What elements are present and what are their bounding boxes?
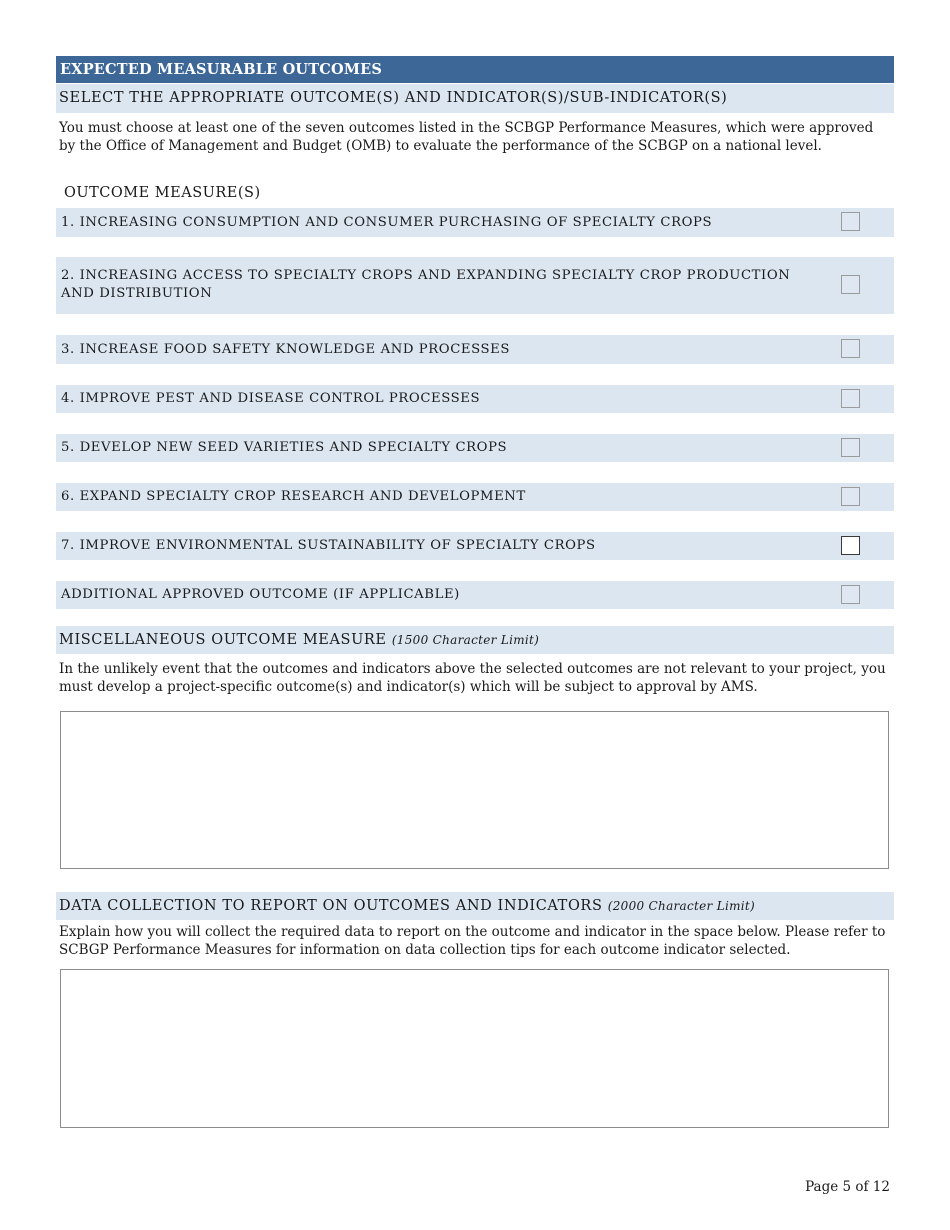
misc-outcome-heading bbox=[56, 626, 894, 654]
outcome-checkbox-1[interactable] bbox=[841, 212, 860, 231]
misc-outcome-description: In the unlikely event that the outcomes and indicators above the selected outcomes are not relevant to your project, you must develop a project-specific outcome(s) and indicator(s) which will be subject to approval by AMS. bbox=[59, 661, 886, 695]
outcome-label-1: 1. INCREASING CONSUMPTION AND CONSUMER PURCHASING OF SPECIALTY CROPS bbox=[61, 215, 713, 230]
data-collection-limit: (2000 Character Limit) bbox=[607, 899, 756, 913]
outcome-label-6: 6. EXPAND SPECIALTY CROP RESEARCH AND DEVELOPMENT bbox=[61, 489, 526, 504]
misc-outcome-limit: (1500 Character Limit) bbox=[391, 633, 540, 647]
outcome-row-5 bbox=[56, 434, 894, 462]
page-number: Page 5 of 12 bbox=[805, 1179, 890, 1195]
outcome-label-3: 3. INCREASE FOOD SAFETY KNOWLEDGE AND PROCESSES bbox=[61, 342, 511, 357]
misc-outcome-textarea[interactable] bbox=[60, 711, 889, 869]
outcome-checkbox-7[interactable] bbox=[841, 536, 860, 555]
data-collection-heading bbox=[56, 892, 894, 920]
outcome-checkbox-4[interactable] bbox=[841, 389, 860, 408]
section-subtitle: SELECT THE APPROPRIATE OUTCOME(S) AND INDICATOR(S)/SUB-INDICATOR(S) bbox=[56, 84, 894, 113]
outcome-label-7: 7. IMPROVE ENVIRONMENTAL SUSTAINABILITY OF SPECIALTY CROPS bbox=[61, 538, 596, 553]
outcome-checkbox-2[interactable] bbox=[841, 275, 860, 294]
outcome-measures-heading: OUTCOME MEASURE(S) bbox=[64, 185, 261, 201]
outcome-label-additional: ADDITIONAL APPROVED OUTCOME (IF APPLICABLE) bbox=[61, 587, 460, 602]
data-collection-textarea[interactable] bbox=[60, 969, 889, 1128]
outcome-row-6 bbox=[56, 483, 894, 511]
outcome-row-additional bbox=[56, 581, 894, 609]
outcome-label-4: 4. IMPROVE PEST AND DISEASE CONTROL PROCESSES bbox=[61, 391, 481, 406]
outcome-label-5: 5. DEVELOP NEW SEED VARIETIES AND SPECIALTY CROPS bbox=[61, 440, 508, 455]
form-page bbox=[56, 56, 894, 958]
data-collection-description: Explain how you will collect the required data to report on the outcome and indicator in the space below. Please refer to SCBGP Performance Measures for information on data collection tips for each outcome indicator selected. bbox=[59, 924, 886, 958]
outcome-row-1 bbox=[56, 208, 894, 237]
intro-text: You must choose at least one of the seven outcomes listed in the SCBGP Performance Measures, which were approved by the Office of Management and Budget (OMB) to evaluate the performance of the SCBGP on a national level. bbox=[59, 120, 874, 154]
outcome-checkbox-6[interactable] bbox=[841, 487, 860, 506]
section-title: EXPECTED MEASURABLE OUTCOMES bbox=[56, 56, 894, 83]
outcome-row-7 bbox=[56, 532, 894, 560]
outcome-label-2: 2. INCREASING ACCESS TO SPECIALTY CROPS AND EXPANDING SPECIALTY CROP PRODUCTION AND DISTRIBUTION bbox=[61, 268, 791, 301]
outcome-checkbox-3[interactable] bbox=[841, 339, 860, 358]
outcome-row-4 bbox=[56, 385, 894, 413]
data-collection-title: DATA COLLECTION TO REPORT ON OUTCOMES AND INDICATORS bbox=[59, 898, 603, 914]
outcome-row-3 bbox=[56, 335, 894, 364]
outcome-checkbox-additional[interactable] bbox=[841, 585, 860, 604]
outcome-row-2 bbox=[56, 257, 894, 314]
outcome-checkbox-5[interactable] bbox=[841, 438, 860, 457]
misc-outcome-title: MISCELLANEOUS OUTCOME MEASURE bbox=[59, 632, 387, 648]
